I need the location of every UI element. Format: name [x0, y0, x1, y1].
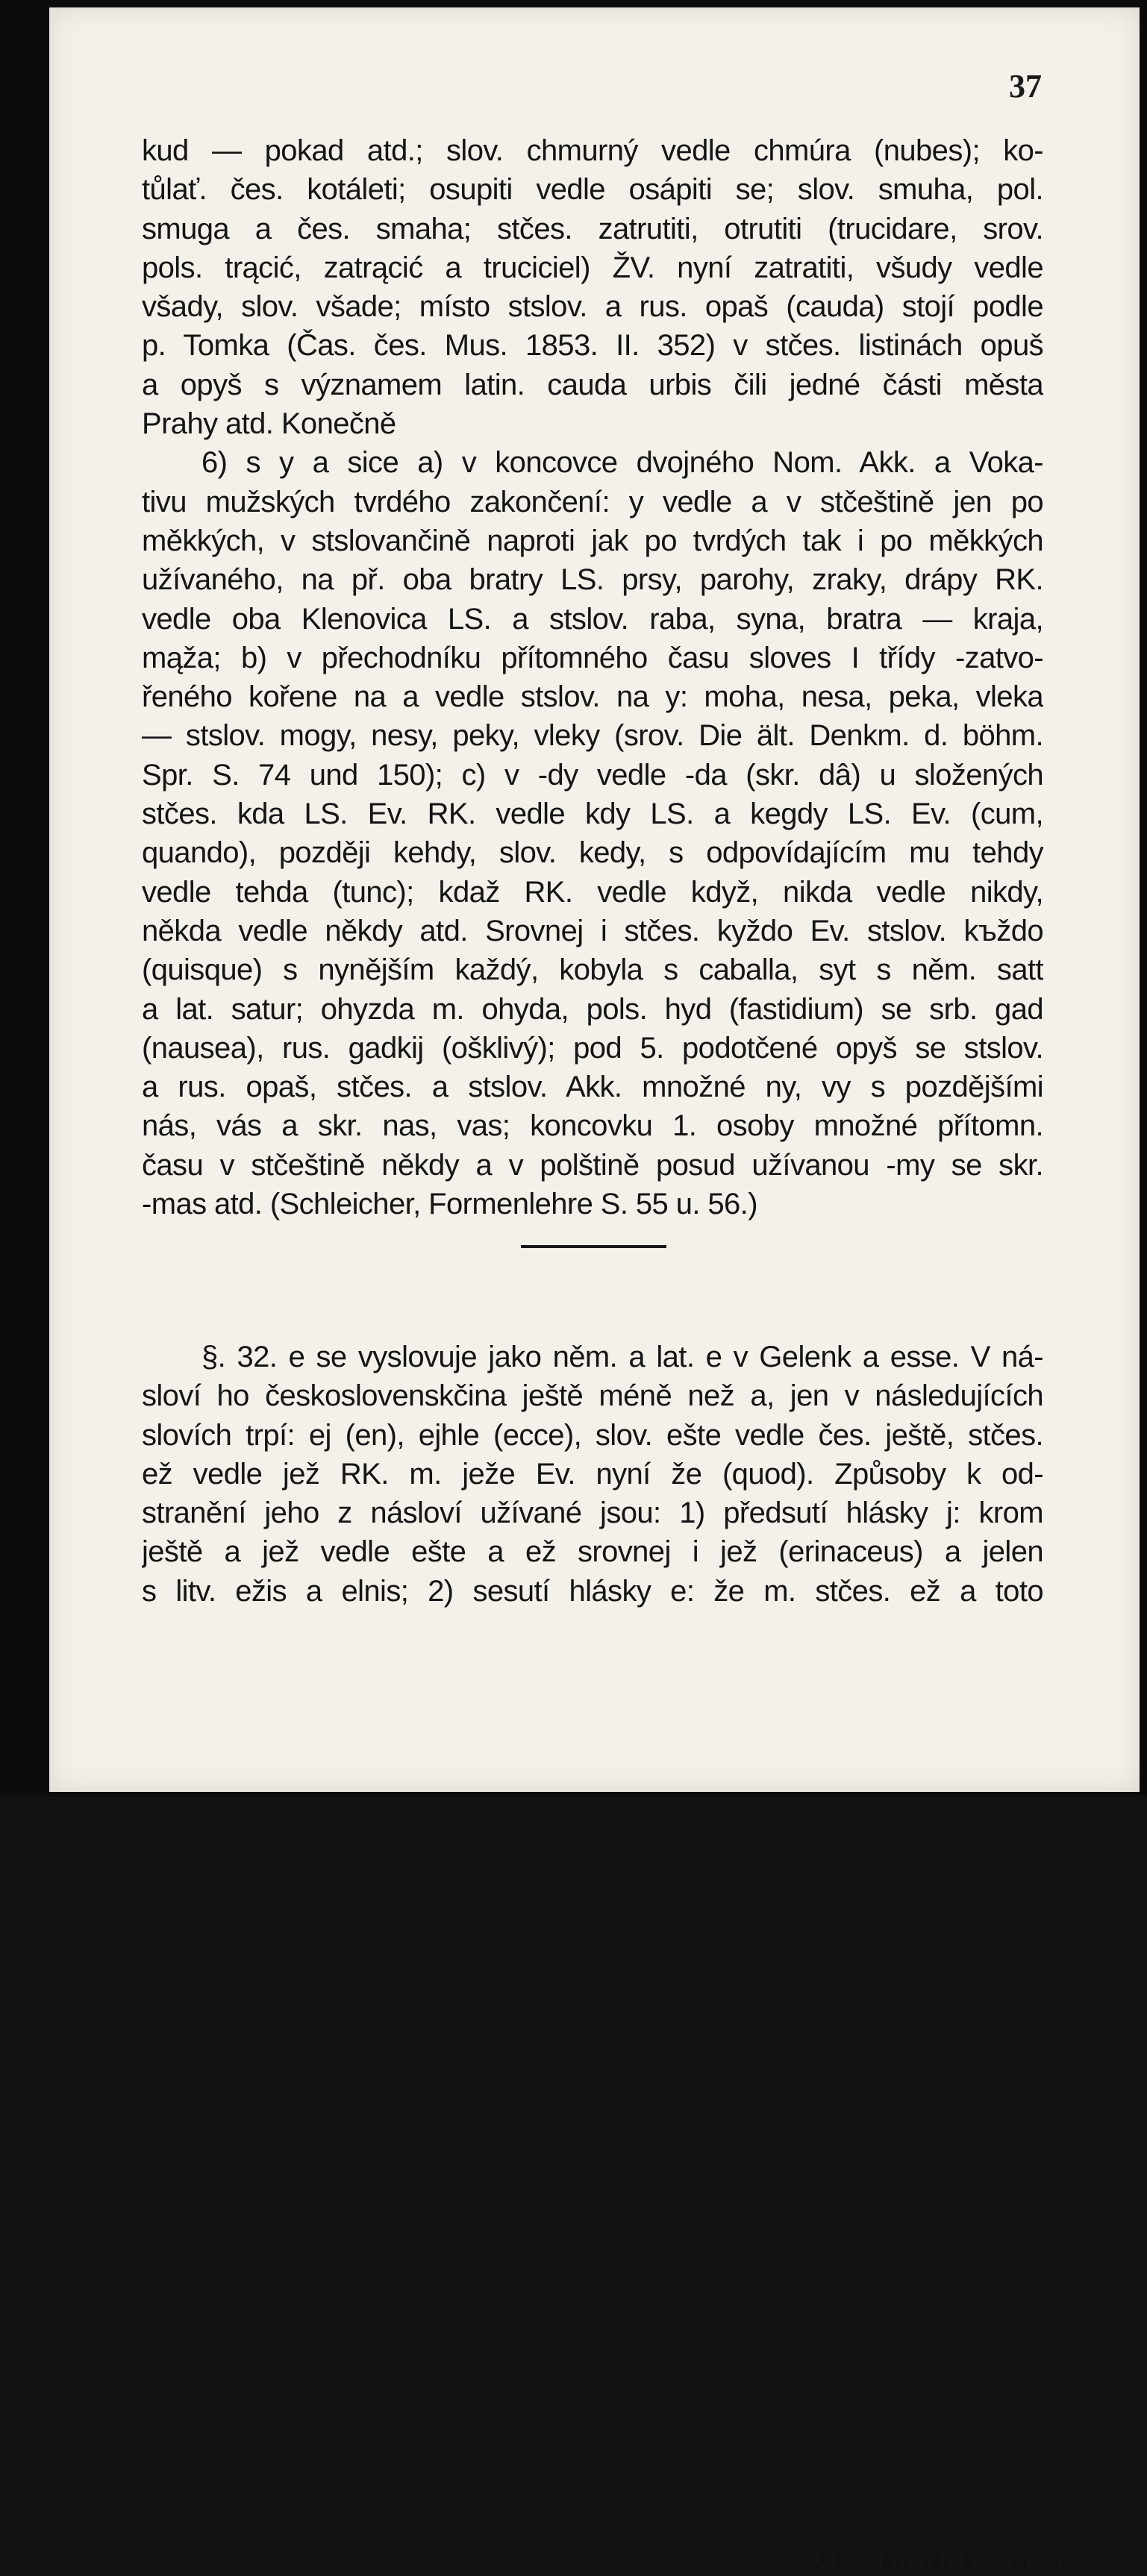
text-line: — stslov. mogy, nesy, peky, vleky (srov. Die ält. Denkm. d. böhm.: [142, 719, 1043, 753]
text-line: s litv. ežis a elnis; 2) sesutí hlásky e: že m. stčes. ež a toto: [142, 1574, 1043, 1608]
text-line: a lat. satur; ohyzda m. ohyda, pols. hyd (fastidium) se srb. gad: [142, 992, 1043, 1026]
text-line: vedle tehda (tunc); kdaž RK. vedle když, nikda vedle nikdy,: [142, 875, 1043, 909]
text-line: §. 32. e se vyslovuje jako něm. a lat. e v Gelenk a esse. V ná-: [201, 1341, 1043, 1373]
text-line: měkkých, v stslovančině naproti jak po tvrdých tak i po měkkých: [142, 524, 1043, 557]
text-line: p. Tomka (Čas. čes. Mus. 1853. II. 352) v stčes. listinách opuš: [142, 329, 1043, 363]
text-block-top: [142, 131, 1043, 1223]
text-line: vedle oba Klenovica LS. a stslov. raba, syna, bratra — kraja,: [142, 602, 1043, 636]
text-line: a opyš s významem latin. cauda urbis čili jedné části města: [142, 368, 1043, 401]
text-line: (nausea), rus. gadkij (ošklivý); pod 5. podotčené opyš se stslov.: [142, 1031, 1043, 1065]
page-number: 37: [1009, 68, 1042, 104]
section-divider: [521, 1245, 666, 1248]
text-line: quando), později kehdy, slov. kedy, s odpovídajícím mu tehdy: [142, 836, 1043, 870]
text-block-bottom: [142, 1338, 1043, 1611]
text-line: stranění jeho z násloví užívané jsou: 1) předsutí hlásky j: krom: [142, 1497, 1043, 1530]
section-heading: O samohlásce e.: [815, 2542, 1089, 2575]
text-line: někda vedle někdy atd. Srovnej i stčes. kyždo Ev. stslov. kъždo: [142, 914, 1043, 947]
text-line: -mas atd. (Schleicher, Formenlehre S. 55 u. 56.): [142, 1188, 757, 1221]
text-line: ještě a jež vedle ešte a ež srovnej i jež (erinaceus) a jelen: [142, 1535, 1043, 1569]
text-line: ež vedle jež RK. m. ježe Ev. nyní že (quod). Způsoby k od-: [142, 1457, 1043, 1491]
text-line: sloví ho československčina ještě méně než a, jen v následujících: [142, 1379, 1043, 1413]
text-line: všady, slov. všade; místo stslov. a rus. opaš (cauda) stojí podle: [142, 290, 1043, 324]
text-line: 6) s y a sice a) v koncovce dvojného Nom. Akk. a Voka-: [201, 446, 1043, 480]
text-line: tivu mužských tvrdého zakončení: y vedle a v stčeštině jen po: [142, 485, 1043, 518]
text-line: stčes. kda LS. Ev. RK. vedle kdy LS. a kegdy LS. Ev. (cum,: [142, 797, 1043, 831]
text-line: tůlať. čes. kotáleti; osupiti vedle osápiti se; slov. smuha, pol.: [142, 173, 1043, 207]
page-edge-shadow: [1140, 0, 1147, 1796]
text-line: nás, vás a skr. nas, vas; koncovku 1. osoby množné přítomn.: [142, 1109, 1043, 1143]
text-line: mąža; b) v přechodníku přítomného času sloves I třídy -zatvo-: [142, 641, 1043, 674]
text-line: slovích trpí: ej (en), ejhle (ecce), slov. ešte vedle čes. ještě, stčes.: [142, 1418, 1043, 1452]
text-line: (quisque) s nynějším každý, kobyla s caballa, syt s něm. satt: [142, 953, 1043, 987]
text-line: Prahy atd. Konečně: [142, 407, 396, 441]
text-line: pols. trącić, zatrącić a truciciel) ŽV. nyní zatratiti, všudy vedle: [142, 251, 1043, 284]
text-line: Spr. S. 74 und 150); c) v -dy vedle -da (skr. dâ) u složených: [142, 758, 1043, 792]
text-line: času v stčeštině někdy a v polštině posud užívanou -my se skr.: [142, 1148, 1043, 1182]
text-line: užívaného, na př. oba bratry LS. prsy, parohy, zraky, drápy RK.: [142, 563, 1043, 597]
text-line: řeného kořene na a vedle stslov. na y: moha, nesa, peka, vleka: [142, 680, 1043, 714]
text-line: a rus. opaš, stčes. a stslov. Akk. množné ny, vy s pozdějšími: [142, 1071, 1043, 1104]
text-line: smuga a čes. smaha; stčes. zatrutiti, otrutiti (trucidare, srov.: [142, 212, 1043, 245]
text-line: kud — pokad atd.; slov. chmurný vedle chmúra (nubes); ko-: [142, 134, 1043, 167]
